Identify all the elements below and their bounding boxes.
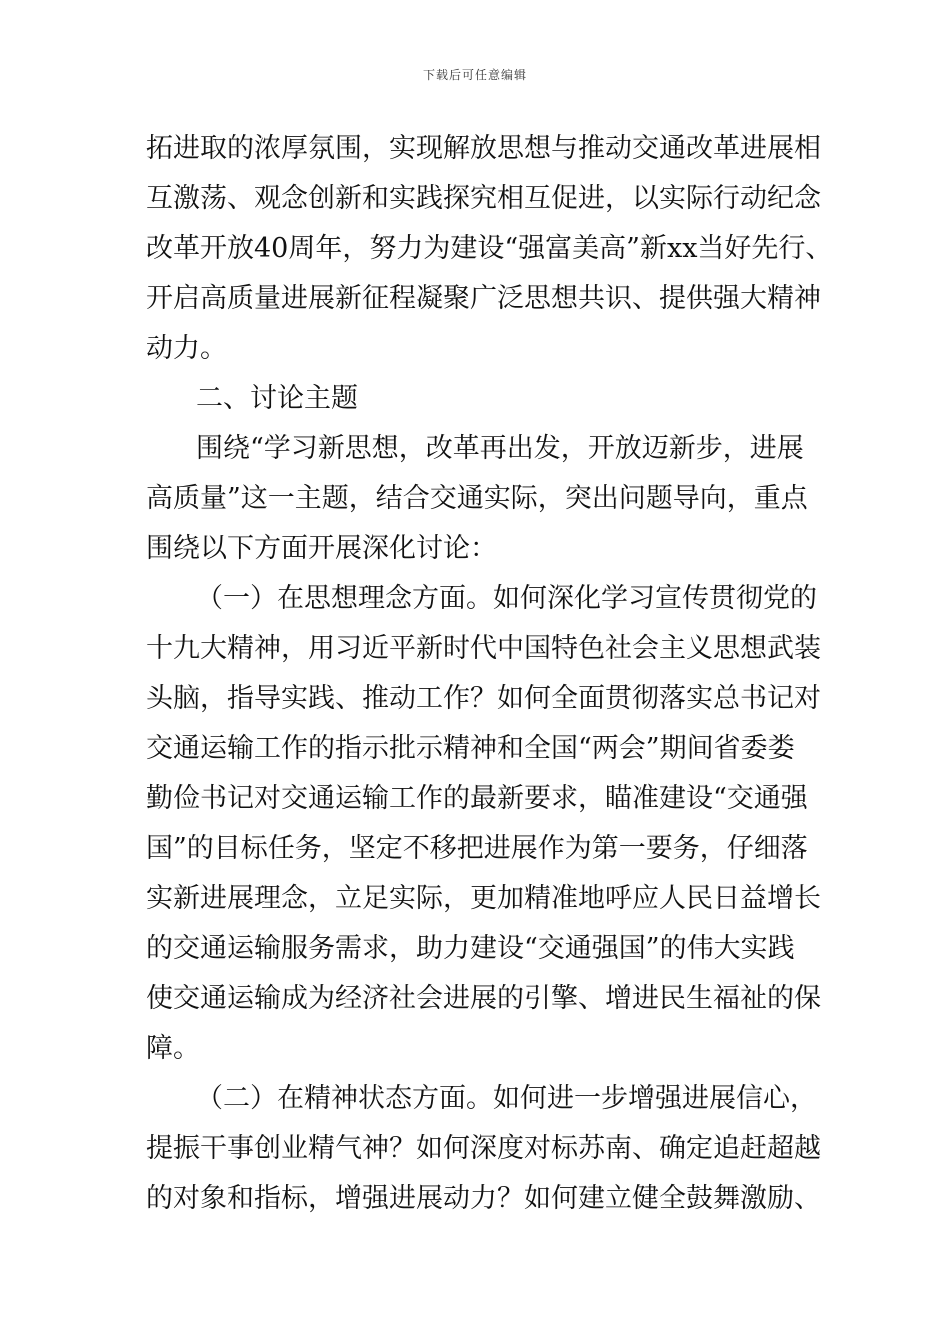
header-note: 下载后可任意编辑 [422,68,527,82]
paragraph-item-one [146,574,836,1074]
paragraph-theme [146,424,836,574]
text-line: 开启高质量进展新征程凝聚广泛思想共识、提供强大精神 [146,283,821,314]
text-line: 二、讨论主题 [196,383,358,414]
text-line: 围绕“学习新思想，改革再出发，开放迈新步，进展 [196,433,804,464]
text-line: 互激荡、观念创新和实践探究相互促进，以实际行动纪念 [146,183,821,214]
paragraph-intro-continuation [146,124,836,374]
section-heading [146,374,836,424]
text-line: 使交通运输成为经济社会进展的引擎、增进民生福祉的保 [146,983,821,1014]
text-line: 障。 [146,1033,200,1064]
text-line: 勤俭书记对交通运输工作的最新要求，瞄准建设“交通强 [146,783,808,814]
text-line: 围绕以下方面开展深化讨论： [146,533,497,564]
text-line: 的对象和指标，增强进展动力？如何建立健全鼓舞激励、 [146,1183,821,1214]
text-line: 国”的目标任务，坚定不移把进展作为第一要务，仔细落 [146,833,808,864]
text-line: 十九大精神，用习近平新时代中国特色社会主义思想武装 [146,633,821,664]
text-line: 的交通运输服务需求，助力建设“交通强国”的伟大实践 [146,933,795,964]
text-line: 高质量”这一主题，结合交通实际，突出问题导向，重点 [146,483,808,514]
text-line: （二）在精神状态方面。如何进一步增强进展信心， [196,1083,817,1114]
text-line: 拓进取的浓厚氛围，实现解放思想与推动交通改革进展相 [146,133,821,164]
document-body [146,124,836,1224]
text-line: 改革开放40周年，努力为建设“强富美高”新xx当好先行、 [146,233,833,264]
text-line: 动力。 [146,333,227,364]
text-line: 交通运输工作的指示批示精神和全国“两会”期间省委娄 [146,733,795,764]
text-line: （一）在思想理念方面。如何深化学习宣传贯彻党的 [196,583,817,614]
text-line: 头脑，指导实践、推动工作？如何全面贯彻落实总书记对 [146,683,821,714]
paragraph-item-two [146,1074,836,1224]
text-line: 实新进展理念，立足实际，更加精准地呼应人民日益增长 [146,883,821,914]
text-line: 提振干事创业精气神？如何深度对标苏南、确定追赶超越 [146,1133,821,1164]
